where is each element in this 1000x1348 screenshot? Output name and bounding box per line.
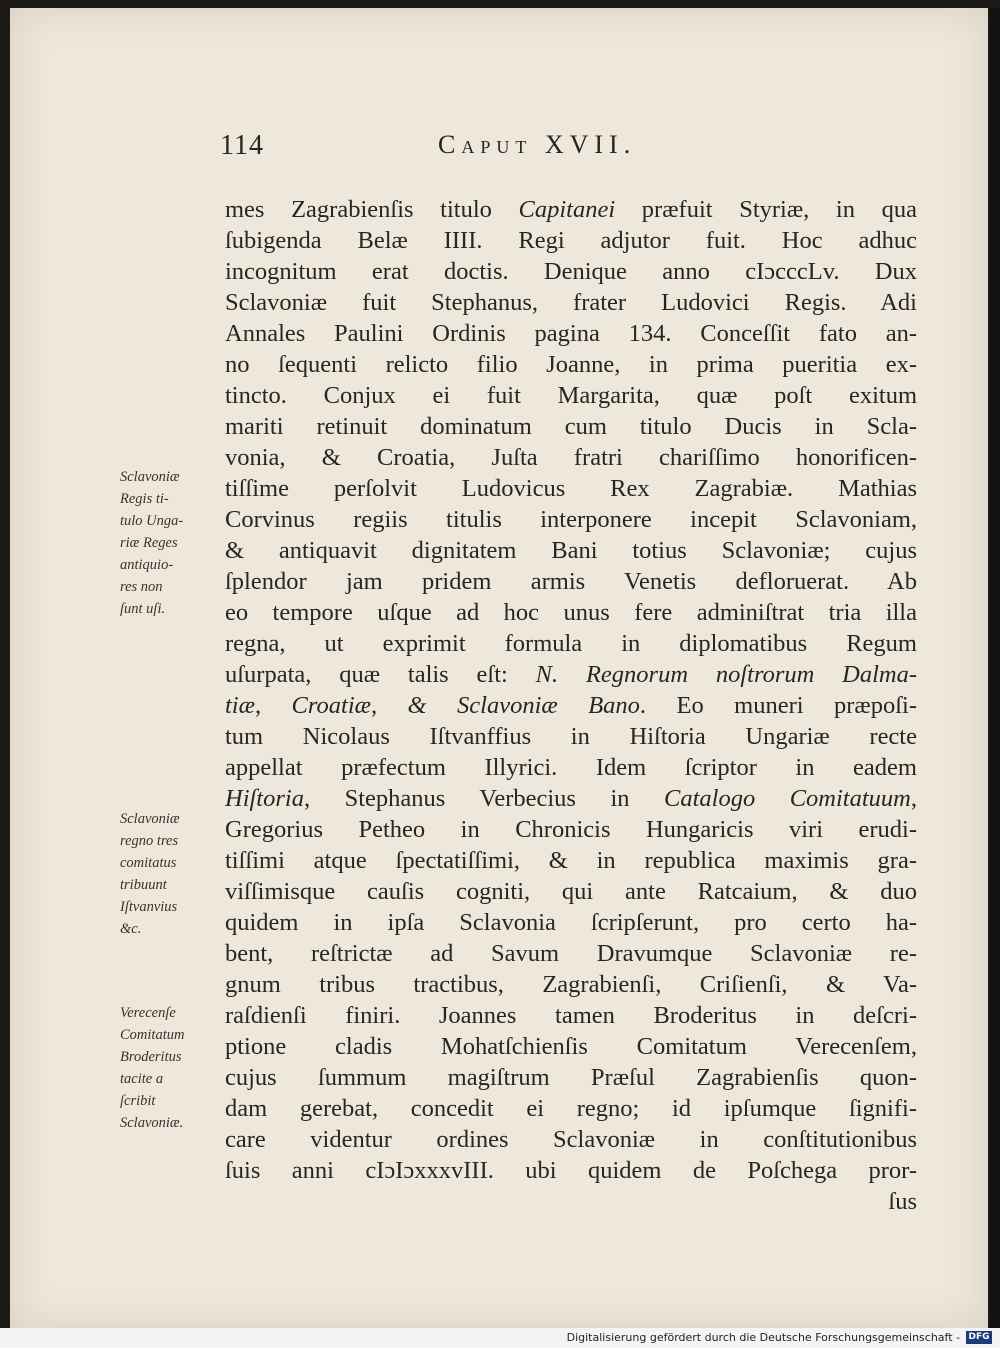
text-run: raſdienſi finiri. Joannes tamen Broderitus in deſcri- — [225, 1002, 917, 1029]
running-head: Caput XVII. — [438, 130, 637, 159]
text-line — [225, 1000, 917, 1031]
text-run: incognitum erat doctis. Denique anno cIɔcccLv. Dux — [225, 258, 917, 285]
footer-bar — [0, 1328, 1000, 1348]
text-run: ſubigenda Belæ IIII. Regi adjutor fuit. Hoc adhuc — [225, 227, 917, 254]
text-line — [225, 752, 917, 783]
text-line — [225, 721, 917, 752]
text-run: ſplendor jam pridem armis Venetis defloruerat. Ab — [225, 568, 917, 595]
text-run: appellat præfectum Illyrici. Idem ſcriptor in eadem — [225, 754, 917, 781]
text-line — [225, 535, 917, 566]
side-note-line: tulo Unga- — [120, 513, 184, 529]
text-run: ſuis anni cIɔIɔxxxvIII. ubi quidem de Poſchega pror- — [225, 1157, 917, 1184]
side-note-line: riæ Reges — [120, 535, 178, 551]
text-run: & antiquavit dignitatem Bani totius Sclavoniæ; cujus — [225, 537, 917, 564]
scan-edge — [990, 8, 1000, 1328]
side-note-line: comitatus — [120, 855, 177, 871]
text-run: ſus — [888, 1188, 917, 1215]
text-line — [225, 380, 917, 411]
side-note-line: tribuunt — [120, 877, 167, 893]
dfg-logo-icon: DFG — [966, 1331, 992, 1344]
text-line — [225, 1155, 917, 1186]
text-line — [225, 628, 917, 659]
text-line — [225, 473, 917, 504]
text-line — [225, 566, 917, 597]
text-line — [225, 907, 917, 938]
text-line — [225, 1186, 917, 1217]
text-line — [225, 442, 917, 473]
text-run: mariti retinuit dominatum cum titulo Ducis in Scla- — [225, 413, 917, 440]
text-run: præfuit Styriæ, in qua — [615, 196, 917, 223]
text-run: tiſſimi atque ſpectatiſſimi, & in republica maximis gra- — [225, 847, 917, 874]
text-run: , — [254, 692, 292, 719]
text-line — [225, 690, 917, 721]
text-run: Sclavoniæ fuit Stephanus, frater Ludovici Regis. Adi — [225, 289, 917, 316]
side-note-line: Sclavoniæ — [120, 811, 180, 827]
italic-run: tiæ — [225, 692, 255, 719]
text-line — [225, 659, 917, 690]
text-line — [225, 194, 917, 225]
text-run: uſurpata, quæ talis eſt: — [225, 661, 536, 688]
text-line — [225, 349, 917, 380]
side-note-line: Sclavoniæ. — [120, 1115, 184, 1131]
text-line — [225, 1062, 917, 1093]
text-line — [225, 225, 917, 256]
text-run: dam gerebat, concedit ei regno; id ipſumque ſignifi- — [225, 1095, 917, 1122]
text-run: care videntur ordines Sclavoniæ in conſtitutionibus — [225, 1126, 917, 1153]
book-page — [10, 8, 988, 1328]
text-line — [225, 411, 917, 442]
italic-run: N. Regnorum noſtrorum Dalma- — [535, 661, 917, 688]
text-line — [225, 504, 917, 535]
text-run: tiſſime perſolvit Ludovicus Rex Zagrabiæ. Mathias — [225, 475, 917, 502]
text-line — [225, 1124, 917, 1155]
side-note-tres-comitatus — [120, 808, 224, 940]
text-run: Gregorius Petheo in Chronicis Hungaricis viri erudi- — [225, 816, 917, 843]
page-number: 114 — [220, 130, 264, 161]
side-note-line: Verecenſe — [120, 1005, 176, 1021]
side-note-sclavonia-reges — [120, 466, 224, 620]
page-header — [220, 130, 920, 170]
side-note-line: regno tres — [120, 833, 179, 849]
text-run: vonia, & Croatia, Juſta fratri chariſſimo honorificen- — [225, 444, 917, 471]
text-run: viſſimisque cauſis cogniti, qui ante Ratcaium, & duo — [225, 878, 917, 905]
side-note-line: Sclavoniæ — [120, 469, 180, 485]
side-note-line: tacite a — [120, 1071, 164, 1087]
side-note-line: ſunt uſi. — [120, 601, 166, 617]
side-note-verecense-comitatum — [120, 1002, 224, 1134]
text-run: bent, reſtrictæ ad Savum Dravumque Sclavoniæ re- — [225, 940, 917, 967]
text-run: tum Nicolaus Iſtvanffius in Hiſtoria Ungariæ recte — [225, 723, 917, 750]
italic-run: Croatiæ — [291, 692, 371, 719]
footer-credit: Digitalisierung gefördert durch die Deutsche Forschungsgemeinschaft - — [566, 1331, 960, 1344]
side-note-line: antiquio- — [120, 557, 174, 573]
text-run: Annales Paulini Ordinis pagina 134. Conceſſit fato an- — [225, 320, 917, 347]
text-line — [225, 845, 917, 876]
text-line — [225, 318, 917, 349]
body-text — [225, 194, 917, 1217]
text-run: regna, ut exprimit formula in diplomatibus Regum — [225, 630, 917, 657]
text-run: mes Zagrabienſis titulo — [225, 196, 519, 223]
side-note-line: Broderitus — [120, 1049, 182, 1065]
text-run: , — [910, 785, 917, 812]
text-line — [225, 783, 917, 814]
side-note-line: Comitatum — [120, 1027, 185, 1043]
text-run: Corvinus regiis titulis interponere incepit Sclavoniam, — [225, 506, 917, 533]
text-line — [225, 814, 917, 845]
text-run: . Eo muneri præpoſi- — [639, 692, 917, 719]
text-run: , — [370, 692, 408, 719]
side-note-line: &c. — [120, 921, 142, 937]
italic-run: Hiſtoria — [225, 785, 304, 812]
text-run: , Stephanus Verbecius in — [303, 785, 665, 812]
side-note-line: res non — [120, 579, 163, 595]
side-note-line: ſcribit — [120, 1093, 156, 1109]
italic-run: Capitanei — [518, 196, 616, 223]
italic-run: Catalogo Comitatuum — [664, 785, 911, 812]
text-line — [225, 1093, 917, 1124]
text-run: eo tempore uſque ad hoc unus fere adminiſtrat tria illa — [225, 599, 917, 626]
text-line — [225, 938, 917, 969]
text-run: tincto. Conjux ei fuit Margarita, quæ poſt exitum — [225, 382, 917, 409]
text-line — [225, 256, 917, 287]
side-note-line: Regis ti- — [120, 491, 169, 507]
text-line — [225, 876, 917, 907]
text-run: cujus ſummum magiſtrum Præſul Zagrabienſis quon- — [225, 1064, 917, 1091]
text-line — [225, 969, 917, 1000]
italic-run: & Sclavoniæ Bano — [407, 692, 640, 719]
text-run: no ſequenti relicto filio Joanne, in prima pueritia ex- — [225, 351, 917, 378]
text-run: ptione cladis Mohatſchienſis Comitatum Verecenſem, — [225, 1033, 917, 1060]
text-line — [225, 1031, 917, 1062]
text-line — [225, 287, 917, 318]
side-note-line: Iſtvanvius — [120, 899, 178, 915]
text-run: gnum tribus tractibus, Zagrabienſi, Criſienſi, & Va- — [225, 971, 917, 998]
text-run: quidem in ipſa Sclavonia ſcripſerunt, pro certo ha- — [225, 909, 917, 936]
text-line — [225, 597, 917, 628]
